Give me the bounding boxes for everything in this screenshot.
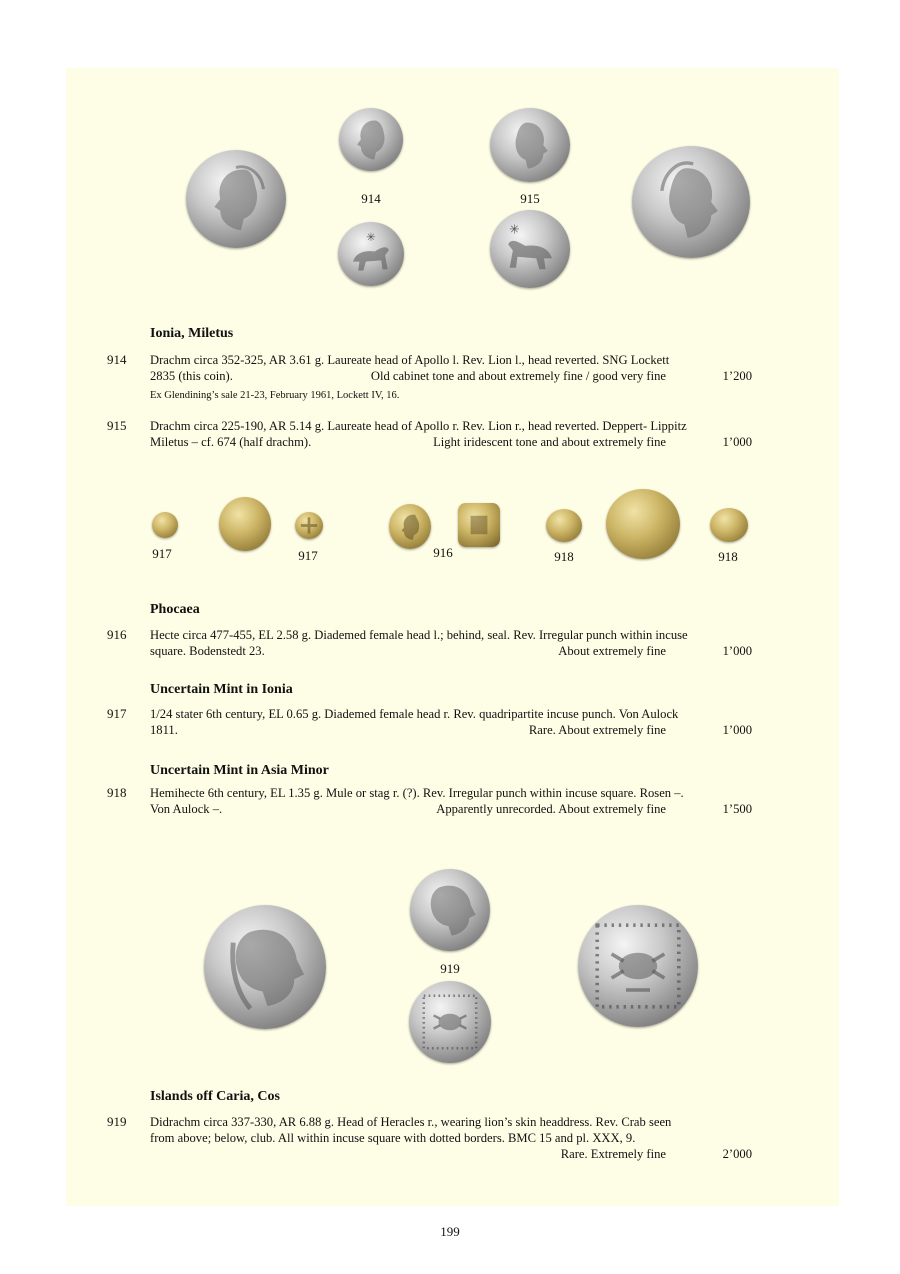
lot-918-price: 1’500	[722, 802, 752, 816]
lot-number-917: 917	[107, 706, 127, 721]
coin-914-obverse	[339, 108, 403, 171]
coin-914-reverse	[338, 222, 404, 286]
coin-919-obverse-enlarged	[204, 905, 326, 1029]
lot-917-condition: Rare. About extremely fine	[528, 723, 666, 737]
section-heading-uncertain-mint-ionia: Uncertain Mint in Ionia	[150, 682, 293, 697]
lot-number-918: 918	[107, 785, 127, 800]
lot-915-reference: Miletus – cf. 674 (half drachm).	[150, 435, 312, 449]
coin-label-918-b: 918	[718, 549, 738, 564]
lot-918-description: Hemihecte 6th century, EL 1.35 g. Mule or stag r. (?). Rev. Irregular punch within incuse square. Rosen –.	[150, 786, 684, 800]
coin-label-918-a: 918	[554, 549, 574, 564]
coin-label-914: 914	[361, 191, 381, 206]
lot-914-provenance: Ex Glendining’s sale 21-23, February 1961, Lockett IV, 16.	[150, 390, 400, 401]
svg-text:✳: ✳	[366, 232, 376, 245]
coin-919-obverse	[410, 869, 490, 951]
lot-914-reference: 2835 (this coin).	[150, 369, 233, 383]
section-heading-ionia-miletus: Ionia, Miletus	[150, 326, 234, 341]
section-heading-phocaea: Phocaea	[150, 602, 200, 617]
coin-917-obverse	[152, 512, 178, 538]
coin-916-obverse	[389, 504, 431, 549]
lot-917-description: 1/24 stater 6th century, EL 0.65 g. Diademed female head r. Rev. quadripartite incuse punch. Von Aulock	[150, 707, 679, 721]
coin-918-reverse	[710, 508, 748, 542]
coin-915-obverse-enlarged	[632, 146, 750, 258]
lot-919-reference: from above; below, club. All within incuse square with dotted borders. BMC 15 and pl. XXX, 9.	[150, 1131, 636, 1145]
page-number: 199	[440, 1224, 460, 1239]
lot-916-price: 1’000	[722, 644, 752, 658]
coin-label-916: 916	[433, 545, 453, 560]
lot-914-description: Drachm circa 352-325, AR 3.61 g. Laureate head of Apollo l. Rev. Lion l., head reverted. SNG Lockett	[150, 353, 670, 367]
lot-number-916: 916	[107, 627, 127, 642]
coin-918-obverse	[546, 509, 582, 542]
lot-number-915: 915	[107, 418, 127, 433]
svg-text:✳: ✳	[509, 222, 520, 237]
lot-919-price: 2’000	[722, 1147, 752, 1161]
coin-915-obverse	[490, 108, 570, 182]
coin-919-reverse-enlarged	[578, 905, 698, 1027]
lot-915-price: 1’000	[722, 435, 752, 449]
coin-label-917-b: 917	[298, 548, 318, 563]
lot-number-914: 914	[107, 352, 127, 367]
lot-917-reference: 1811.	[150, 723, 178, 737]
coin-917-reverse	[295, 512, 323, 539]
section-heading-uncertain-mint-asia-minor: Uncertain Mint in Asia Minor	[150, 763, 329, 778]
lot-919-condition: Rare. Extremely fine	[560, 1147, 666, 1161]
coin-914-obverse-enlarged	[186, 150, 286, 248]
lot-916-reference: square. Bodenstedt 23.	[150, 644, 265, 658]
lot-918-condition: Apparently unrecorded. About extremely fine	[436, 802, 666, 816]
lot-916-description: Hecte circa 477-455, EL 2.58 g. Diademed female head l.; behind, seal. Rev. Irregular punch within incuse	[150, 628, 688, 642]
lot-917-price: 1’000	[722, 723, 752, 737]
coin-916-reverse	[458, 503, 500, 547]
coin-918-obverse-enlarged	[606, 489, 680, 559]
coin-label-919: 919	[440, 961, 460, 976]
coin-label-917-a: 917	[152, 546, 172, 561]
coin-919-reverse	[409, 981, 491, 1063]
lot-915-condition: Light iridescent tone and about extremely fine	[433, 435, 666, 449]
coin-label-915: 915	[520, 191, 540, 206]
lot-914-condition: Old cabinet tone and about extremely fine / good very fine	[370, 369, 666, 383]
section-heading-islands-off-caria-cos: Islands off Caria, Cos	[150, 1089, 280, 1104]
lot-914-price: 1’200	[722, 369, 752, 383]
coin-917-obverse-enlarged	[219, 497, 271, 551]
lot-916-condition: About extremely fine	[558, 644, 666, 658]
coin-915-reverse	[490, 210, 570, 288]
lot-number-919: 919	[107, 1114, 127, 1129]
lot-915-description: Drachm circa 225-190, AR 5.14 g. Laureate head of Apollo r. Rev. Lion r., head reverted. Deppert- Lippitz	[150, 419, 687, 433]
lot-919-description: Didrachm circa 337-330, AR 6.88 g. Head of Heracles r., wearing lion’s skin headdress. Rev. Crab seen	[150, 1115, 672, 1129]
lot-918-reference: Von Aulock –.	[150, 802, 223, 816]
